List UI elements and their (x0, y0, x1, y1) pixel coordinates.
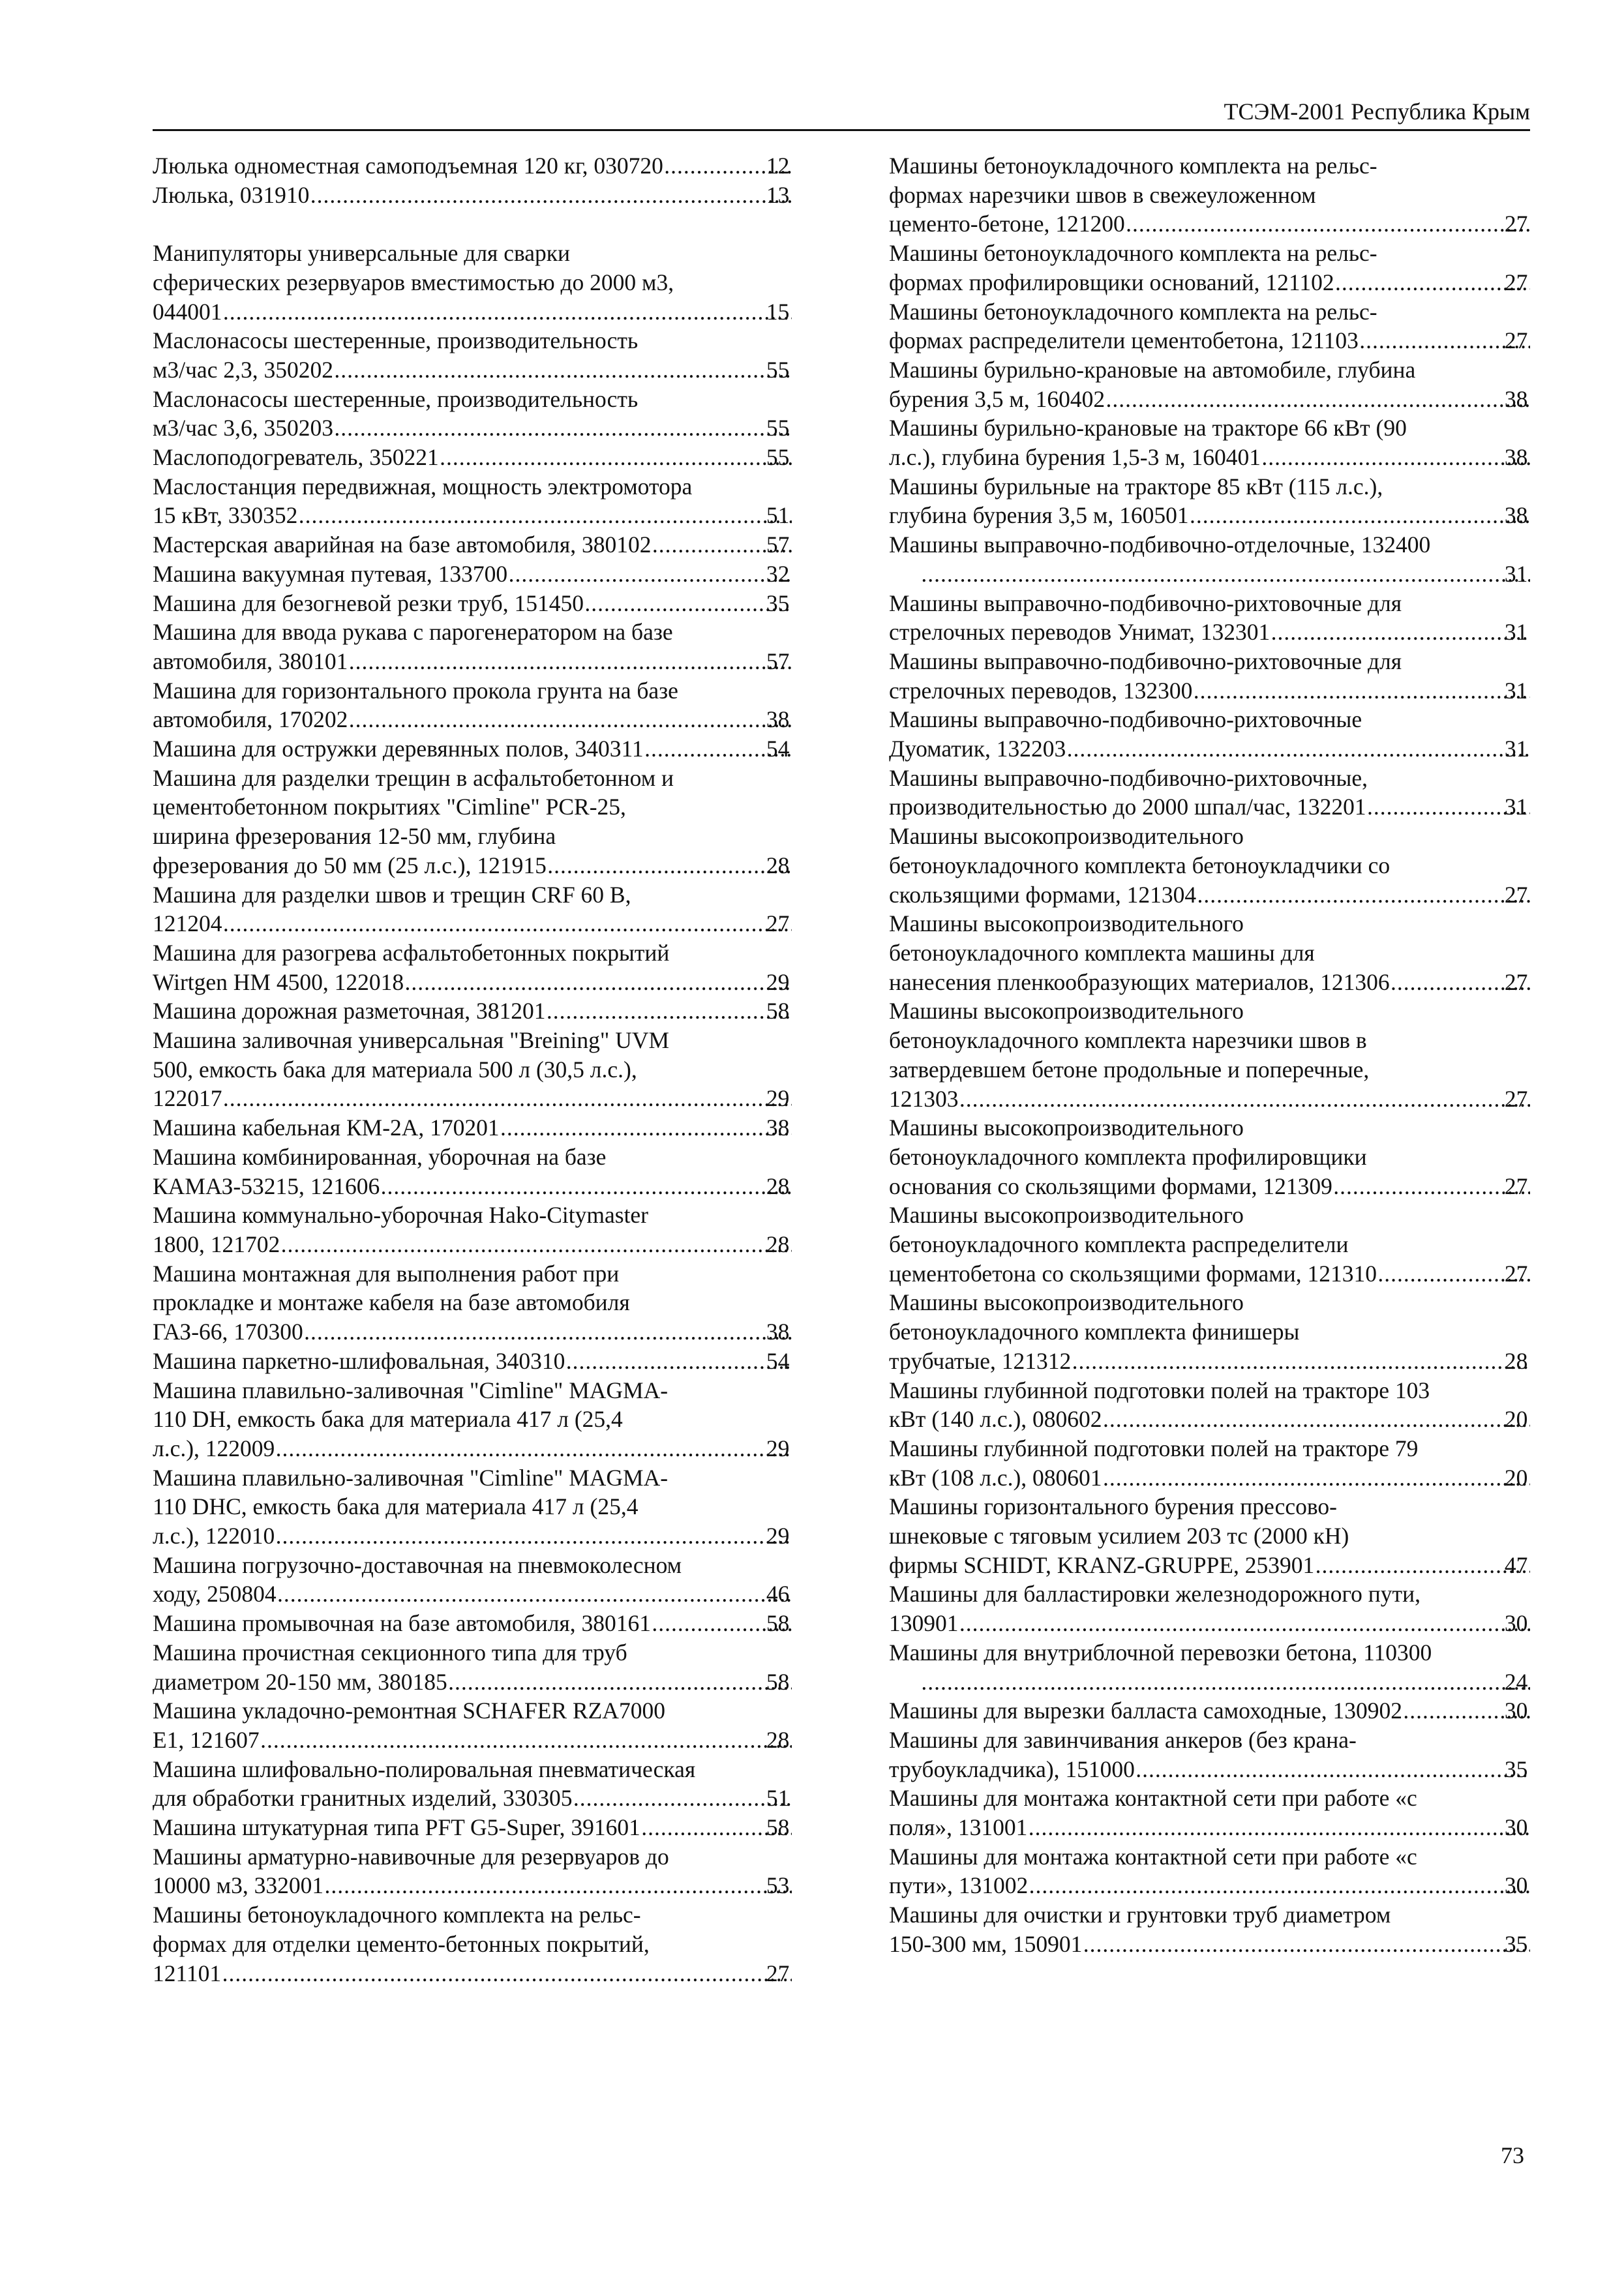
index-entry-last-line: нанесения пленкообразующих материалов, 121306 ..... 27 (920, 968, 1530, 997)
index-entry-text: Машина вакуумная путевая, 133700 (153, 560, 508, 587)
dot-leader (260, 1726, 792, 1755)
index-entry-text: м3/час 3,6, 350203 (153, 415, 333, 441)
index-entry-last-line: ходу, 250804 ..... 46 (184, 1579, 792, 1609)
index-entry-last-line: кВт (140 л.с.), 080602 ..... 20 (920, 1405, 1530, 1434)
dot-leader (222, 1084, 792, 1113)
index-entry-text: л.с.), глубина бурения 1,5-3 м, 160401 (889, 444, 1261, 471)
index-entry (153, 385, 792, 443)
index-entry (889, 996, 1530, 1113)
index-entry-text: Машины высокопроизводительного (889, 998, 1244, 1025)
dot-leader (1102, 1463, 1530, 1493)
index-entry (153, 1376, 792, 1463)
index-entry-last-line: 121204 ..... 27 (184, 909, 792, 938)
index-entry-last-line: диаметром 20-150 мм, 380185 ..... 58 (184, 1668, 792, 1697)
index-entry-text: Машина монтажная для выполнения работ при (153, 1260, 620, 1287)
index-entry-text: Машина промывочная на базе автомобиля, 380161 (153, 1610, 652, 1637)
index-entry-text: Машины бетоноукладочного комплекта на рельс- (889, 298, 1377, 325)
index-entry (889, 1638, 1530, 1696)
index-entry-last-line: ..... 31 (920, 560, 1530, 589)
index-entry (889, 530, 1530, 588)
index-entry (889, 1726, 1530, 1784)
index-entry-text: стрелочных переводов, 132300 (889, 677, 1193, 704)
index-entry-text: Машины для монтажа контактной сети при работе «с (889, 1843, 1417, 1870)
index-entry (153, 1755, 792, 1813)
index-entry (889, 239, 1530, 297)
index-entry-text: Машины бетоноукладочного комплекта на рельс- (889, 153, 1377, 179)
index-entry-last-line: автомобиля, 170202 ..... 38 (184, 705, 792, 734)
index-entry-last-line: л.с.), 122010 ..... 29 (184, 1521, 792, 1551)
index-entry-text: КАМАЗ-53215, 121606 (153, 1173, 380, 1199)
index-entry-last-line: основания со скользящими формами, 121309 ..... 27 (920, 1172, 1530, 1201)
index-entry-last-line: Машина для остружки деревянных полов, 340311 ..... 54 (184, 734, 792, 764)
index-entry-text: для обработки гранитных изделий, 330305 (153, 1785, 573, 1812)
index-entry-text: Маслоподогреватель, 350221 (153, 444, 439, 471)
index-entry-text: Wirtgen HM 4500, 122018 (153, 968, 404, 995)
index-entry-text: 500, емкость бака для материала 500 л (30,5 л.с.), (153, 1056, 637, 1083)
dot-leader (297, 501, 792, 530)
index-entry-text: пути», 131002 (889, 1872, 1029, 1899)
index-entry-text: Машины выправочно-подбивочно-рихтовочные для (889, 590, 1402, 616)
index-entry-text: Машины для вырезки балласта самоходные, 130902 (889, 1698, 1403, 1724)
index-entry (153, 1842, 792, 1900)
index-entry-last-line: автомобиля, 380101 ..... 57 (184, 647, 792, 676)
index-entry-text: Машина для остружки деревянных полов, 340311 (153, 736, 644, 762)
index-entry (153, 1201, 792, 1259)
index-entry-text: 110 DHC, емкость бака для материала 417 л (25,4 (153, 1493, 639, 1520)
index-entry-text: бетоноукладочного комплекта нарезчики швов в (889, 1027, 1367, 1054)
index-entry-text: Машина укладочно-ремонтная SCHAFER RZA7000 (153, 1698, 665, 1724)
index-entry-text: Машины высокопроизводительного (889, 910, 1244, 937)
index-entry (153, 443, 792, 472)
index-entry-text: Машина для разделки швов и трещин CRF 60 B, (153, 881, 631, 908)
index-entry-text: 122017 (153, 1085, 222, 1112)
index-entry (889, 764, 1530, 822)
dot-leader (546, 996, 792, 1026)
index-entry-last-line: Дуоматик, 132203 ..... 31 (920, 734, 1530, 764)
index-entry-last-line: производительностью до 2000 шпал/час, 132201 ..... 31 (920, 792, 1530, 822)
index-entry-text: прокладке и монтаже кабеля на базе автомобиля (153, 1289, 630, 1316)
index-entry-text: Машина для разделки трещин в асфальтобетонном и (153, 764, 674, 791)
index-entry (153, 326, 792, 384)
dot-leader (1071, 1347, 1530, 1376)
index-entry-last-line: цементобетона со скользящими формами, 121310 ..... 27 (920, 1259, 1530, 1289)
index-entry-text: бурения 3,5 м, 160402 (889, 385, 1105, 412)
dot-leader (500, 1113, 792, 1143)
index-entry-text: м3/час 2,3, 350202 (153, 356, 333, 383)
index-entry-text: скользящими формами, 121304 (889, 881, 1197, 908)
index-entry (889, 1784, 1530, 1842)
index-entry-text: трубчатые, 121312 (889, 1347, 1072, 1374)
index-entry-text: основания со скользящими формами, 121309 (889, 1173, 1332, 1199)
index-entry (153, 239, 792, 326)
dot-leader (277, 1579, 792, 1609)
index-entry-text: Люлька одноместная самоподъемная 120 кг, 030720 (153, 153, 663, 179)
index-entry (889, 1696, 1530, 1726)
index-entry (153, 1113, 792, 1143)
index-entry-last-line: трубоукладчика), 151000 ..... 35 (920, 1755, 1530, 1784)
index-entry-last-line: 121303 ..... 27 (920, 1085, 1530, 1114)
dot-leader (323, 1871, 792, 1900)
index-entry-text: Машины выправочно-подбивочно-рихтовочные, (889, 764, 1368, 791)
index-entry-text: Машина плавильно-заливочная "Cimline" MAGMA- (153, 1464, 669, 1491)
dot-leader (348, 647, 792, 676)
index-entry (153, 938, 792, 996)
index-entry-text: Машина дорожная разметочная, 381201 (153, 998, 546, 1025)
index-entry (889, 705, 1530, 763)
index-entry (153, 1696, 792, 1754)
index-column-right (889, 151, 1530, 1959)
index-entry-text: Машина заливочная универсальная "Breining" UVM (153, 1027, 670, 1054)
dot-leader (1314, 1551, 1530, 1580)
page-number: 73 (1501, 2142, 1524, 2168)
index-entry-last-line: КАМАЗ-53215, 121606 ..... 28 (184, 1172, 792, 1201)
index-entry-text: кВт (140 л.с.), 080602 (889, 1406, 1102, 1433)
index-entry-last-line: формах профилировщики оснований, 121102 ..... 27 (920, 268, 1530, 297)
index-entry-text: диаметром 20-150 мм, 380185 (153, 1668, 447, 1695)
dot-leader (1189, 501, 1530, 530)
index-entry (153, 1900, 792, 1988)
index-entry (153, 880, 792, 938)
index-entry (153, 996, 792, 1026)
index-entry-text: ГАЗ-66, 170300 (153, 1319, 303, 1345)
index-entry (153, 618, 792, 676)
index-entry-text: Машины глубинной подготовки полей на тракторе 103 (889, 1377, 1430, 1403)
dot-leader (1102, 1405, 1530, 1434)
index-entry (889, 1201, 1530, 1288)
index-entry-text: стрелочных переводов Унимат, 132301 (889, 619, 1271, 646)
index-entry (889, 297, 1530, 355)
index-entry-last-line: м3/час 2,3, 350202 ..... 55 (184, 355, 792, 385)
index-entry-text: фрезерования до 50 мм (25 л.с.), 121915 (153, 852, 547, 878)
index-entry-text: автомобиля, 170202 (153, 706, 348, 733)
dot-leader (275, 1521, 792, 1551)
index-entry-text: 121204 (153, 910, 222, 937)
index-entry-text: Машина кабельная КМ-2А, 170201 (153, 1115, 500, 1141)
index-entry-last-line: 10000 м3, 332001 ..... 53 (184, 1871, 792, 1900)
index-entry-last-line: 150-300 мм, 150901 ..... 35 (920, 1930, 1530, 1959)
dot-leader (1066, 734, 1530, 764)
index-entry-last-line: формах распределители цементобетона, 121103 ..... 27 (920, 326, 1530, 355)
index-entry-text: бетоноукладочного комплекта бетоноукладчики со (889, 852, 1391, 878)
index-entry-text: Машины бетоноукладочного комплекта на рельс- (889, 240, 1377, 267)
index-entry (889, 413, 1530, 471)
index-entry-text: Машины для монтажа контактной сети при работе «с (889, 1785, 1417, 1812)
index-entry-text: E1, 121607 (153, 1726, 260, 1753)
index-entry (153, 151, 792, 181)
index-entry-text: Машины для балластировки железнодорожного пути, (889, 1581, 1421, 1608)
index-entry-text: нанесения пленкообразующих материалов, 121306 (889, 968, 1390, 995)
dot-leader (547, 851, 792, 880)
index-entry-text: Машины бурильно-крановые на автомобиле, глубина (889, 356, 1416, 383)
index-entry-text: Машины выправочно-подбивочно-рихтовочные (889, 706, 1362, 733)
dot-leader (221, 1959, 792, 1988)
dot-leader (280, 1230, 792, 1259)
dot-leader (222, 297, 792, 327)
index-entry (889, 1579, 1530, 1638)
index-entry-text: поля», 131001 (889, 1814, 1028, 1841)
dot-leader (404, 968, 792, 997)
index-entry-last-line: 130901 ..... 30 (920, 1609, 1530, 1638)
index-entry-last-line: бурения 3,5 м, 160402 ..... 38 (920, 385, 1530, 414)
index-entry-text: Машины выправочно-подбивочно-отделочные, 132400 (889, 531, 1431, 558)
index-entry-last-line: 044001 ..... 15 (184, 297, 792, 327)
index-entry-text: Маслонасосы шестеренные, производительность (153, 385, 639, 412)
index-entry-text: 150-300 мм, 150901 (889, 1930, 1083, 1957)
dot-leader (303, 1317, 792, 1347)
index-entry-text: Машины выправочно-подбивочно-рихтовочные для (889, 648, 1402, 674)
index-entry-text: трубоукладчика), 151000 (889, 1756, 1135, 1782)
dot-leader (959, 1085, 1531, 1114)
index-entry (889, 909, 1530, 996)
index-entry-last-line: Машина паркетно-шлифовальная, 340310 ..... 54 (184, 1347, 792, 1376)
index-entry (889, 589, 1530, 647)
dot-leader (1196, 880, 1530, 910)
index-entry (889, 355, 1530, 413)
index-entry-last-line: Машина промывочная на базе автомобиля, 380161 ..... 58 (184, 1609, 792, 1638)
index-entry (889, 1113, 1530, 1201)
index-entry-last-line: стрелочных переводов, 132300 ..... 31 (920, 676, 1530, 706)
index-entry-text: 121303 (889, 1085, 959, 1112)
index-entry-text: производительностью до 2000 шпал/час, 132201 (889, 794, 1366, 820)
index-entry-text: Машины высокопроизводительного (889, 1115, 1244, 1141)
index-entry-last-line: 1800, 121702 ..... 28 (184, 1230, 792, 1259)
index-entry-text: Машина комбинированная, уборочная на базе (153, 1143, 607, 1170)
index-entry-text: Машины для очистки и грунтовки труб диаметром (889, 1902, 1391, 1928)
index-entry (153, 1143, 792, 1201)
index-entry-last-line: для обработки гранитных изделий, 330305 ..... 51 (184, 1784, 792, 1813)
index-entry (889, 1434, 1530, 1492)
index-entry-text: 15 кВт, 330352 (153, 502, 298, 529)
index-entry (153, 472, 792, 530)
index-entry-text: фирмы SCHIDT, KRANZ-GRUPPE, 253901 (889, 1551, 1315, 1578)
index-entry-last-line: цементо-бетоне, 121200 ..... 27 (920, 209, 1530, 239)
index-entry-text: Люлька, 031910 (153, 181, 310, 208)
index-entry-last-line: Машина дорожная разметочная, 381201 ..... 58 (184, 996, 792, 1026)
index-entry-text: формах для отделки цементо-бетонных покрытий, (153, 1930, 650, 1957)
index-entry-text: Машина для разогрева асфальтобетонных покрытий (153, 939, 670, 966)
index-entry-text: Машины высокопроизводительного (889, 1289, 1244, 1316)
index-entry-text: Машины глубинной подготовки полей на тракторе 79 (889, 1435, 1419, 1461)
index-entry-text: формах нарезчики швов в свежеуложенном (889, 181, 1316, 208)
index-entry (153, 1259, 792, 1347)
index-entry-text: автомобиля, 380101 (153, 648, 348, 674)
index-entry-last-line: 121101 ..... 27 (184, 1959, 792, 1988)
index-entry-text: Машина погрузочно-доставочная на пневмоколесном (153, 1551, 682, 1578)
index-entry (889, 1288, 1530, 1375)
dot-leader (573, 1784, 792, 1813)
index-entry-text: Дуоматик, 132203 (889, 736, 1066, 762)
index-entry-text: кВт (108 л.с.), 080601 (889, 1464, 1102, 1491)
index-entry-last-line: Машины для вырезки балласта самоходные, 130902 ..... 30 (920, 1696, 1530, 1726)
running-header (153, 97, 1530, 131)
index-entry (889, 1376, 1530, 1434)
index-entry-last-line: л.с.), 122009 ..... 29 (184, 1434, 792, 1463)
dot-leader (447, 1668, 792, 1697)
index-entry (153, 676, 792, 734)
index-entry-text: Машина для ввода рукава с парогенератором на базе (153, 619, 673, 646)
index-entry-last-line: глубина бурения 3,5 м, 160501 ..... 38 (920, 501, 1530, 530)
entry-spacer (153, 209, 792, 239)
index-entry-text: Машины бурильные на тракторе 85 кВт (115 л.с.), (889, 473, 1383, 500)
index-entry-last-line: фрезерования до 50 мм (25 л.с.), 121915 ..... 28 (184, 851, 792, 880)
index-entry-text: Машины арматурно-навивочные для резервуаров до (153, 1843, 669, 1870)
index-entry-text: Манипуляторы универсальные для сварки (153, 240, 571, 267)
index-entry-text: Машины горизонтального бурения прессово- (889, 1493, 1337, 1520)
index-entry-last-line: Машина для безогневой резки труб, 151450 ..... 35 (184, 589, 792, 618)
index-entry (889, 1842, 1530, 1900)
index-entry-text: Машины высокопроизводительного (889, 1202, 1244, 1229)
index-entry (153, 560, 792, 589)
index-entry-text: Машина шлифовально-полировальная пневматическая (153, 1756, 696, 1782)
dot-leader (1027, 1813, 1530, 1842)
index-entry-text: Машина для безогневой резки труб, 151450 (153, 590, 584, 616)
dot-leader (348, 705, 792, 734)
index-entry-text: бетоноукладочного комплекта распределители (889, 1231, 1349, 1258)
dot-leader (1028, 1871, 1530, 1900)
index-entry-text: сферических резервуаров вместимостью до 2000 м3, (153, 269, 674, 295)
index-entry-text: Машина плавильно-заливочная "Cimline" MAGMA- (153, 1377, 669, 1403)
index-entry (153, 589, 792, 618)
index-entry-last-line: л.с.), глубина бурения 1,5-3 м, 160401 ..... 38 (920, 443, 1530, 472)
index-entry-last-line: скользящими формами, 121304 ..... 27 (920, 880, 1530, 910)
index-entry-text: Машины высокопроизводительного (889, 823, 1244, 850)
index-entry-text: затвердевшем бетоне продольные и поперечные, (889, 1056, 1370, 1083)
dot-leader (507, 560, 792, 589)
dot-leader (275, 1434, 792, 1463)
index-entry-text: Машины для завинчивания анкеров (без крана- (889, 1726, 1357, 1753)
index-entry-text: 121101 (153, 1960, 222, 1986)
index-entry-last-line: кВт (108 л.с.), 080601 ..... 20 (920, 1463, 1530, 1493)
dot-leader (380, 1172, 792, 1201)
index-entry-last-line: фирмы SCHIDT, KRANZ-GRUPPE, 253901 ..... 47 (920, 1551, 1530, 1580)
index-entry-text: формах профилировщики оснований, 121102 (889, 269, 1334, 295)
dot-leader (920, 560, 1530, 589)
index-entry-text: л.с.), 122010 (153, 1523, 275, 1549)
index-entry-last-line: поля», 131001 ..... 30 (920, 1813, 1530, 1842)
index-entry-text: цементобетонном покрытиях "Cimline" PCR-25, (153, 794, 626, 820)
index-entry-last-line: Wirtgen HM 4500, 122018 ..... 29 (184, 968, 792, 997)
index-entry-text: шнековые с тяговым усилием 203 тс (2000 кН) (889, 1523, 1349, 1549)
index-entry-text: 1800, 121702 (153, 1231, 280, 1257)
index-entry-last-line: м3/час 3,6, 350203 ..... 55 (184, 413, 792, 443)
index-entry (889, 472, 1530, 530)
dot-leader (1192, 676, 1530, 706)
index-entry-text: Мастерская аварийная на базе автомобиля, 380102 (153, 531, 652, 558)
index-entry-last-line: 15 кВт, 330352 ..... 51 (184, 501, 792, 530)
index-entry-last-line: трубчатые, 121312 ..... 28 (920, 1347, 1530, 1376)
index-entry (889, 647, 1530, 705)
index-entry-last-line: Люлька, 031910 ..... 13 (184, 181, 792, 210)
index-entry-text: Машины бетоноукладочного комплекта на рельс- (153, 1902, 641, 1928)
index-entry-text: Машина паркетно-шлифовальная, 340310 (153, 1347, 565, 1374)
index-entry (153, 181, 792, 210)
index-entry-text: формах распределители цементобетона, 121103 (889, 327, 1359, 354)
dot-leader (333, 355, 792, 385)
index-entry-last-line: Люлька одноместная самоподъемная 120 кг, 030720 ..... 12 (184, 151, 792, 181)
index-entry (153, 734, 792, 764)
index-entry-text: 10000 м3, 332001 (153, 1872, 324, 1899)
index-entry-text: бетоноукладочного комплекта профилировщики (889, 1143, 1367, 1170)
index-column-left (153, 151, 792, 1988)
dot-leader (959, 1609, 1531, 1638)
header-title: ТСЭМ-2001 Республика Крым (1224, 98, 1530, 125)
index-entry-last-line: ГАЗ-66, 170300 ..... 38 (184, 1317, 792, 1347)
index-entry-last-line: Машина кабельная КМ-2А, 170201 ..... 38 (184, 1113, 792, 1143)
index-entry-text: Машина для горизонтального прокола грунта на базе (153, 677, 678, 704)
index-entry-last-line: стрелочных переводов Унимат, 132301 ..... 31 (920, 618, 1530, 647)
index-entry (153, 1551, 792, 1609)
index-entry-last-line: ..... 24 (920, 1668, 1530, 1697)
dot-leader (565, 1347, 792, 1376)
index-entry-last-line: 122017 ..... 29 (184, 1084, 792, 1113)
index-entry (153, 764, 792, 880)
index-entry (889, 1900, 1530, 1958)
index-entry (153, 1347, 792, 1376)
index-entry (153, 1463, 792, 1551)
dot-leader (1270, 618, 1530, 647)
dot-leader (222, 909, 792, 938)
index-entry-text: Маслостанция передвижная, мощность электромотора (153, 473, 693, 500)
dot-leader (1125, 209, 1530, 239)
index-entry-text: Машина коммунально-уборочная Hako-Citymaster (153, 1202, 649, 1229)
index-entry (153, 1813, 792, 1842)
index-entry-text: бетоноукладочного комплекта машины для (889, 939, 1315, 966)
index-entry (153, 1638, 792, 1696)
index-entry (889, 822, 1530, 909)
dot-leader (1135, 1755, 1530, 1784)
index-entry (153, 530, 792, 560)
index-entry-text: ширина фрезерования 12-50 мм, глубина (153, 823, 556, 850)
index-entry-text: Машина штукатурная типа PFT G5-Super, 391601 (153, 1814, 640, 1841)
dot-leader (439, 443, 792, 472)
index-entry-text: 110 DH, емкость бака для материала 417 л (25,4 (153, 1406, 623, 1433)
index-entry-last-line: Машина штукатурная типа PFT G5-Super, 391601 ..... 58 (184, 1813, 792, 1842)
index-entry-last-line: Машина вакуумная путевая, 133700 ..... 32 (184, 560, 792, 589)
index-entry-text: бетоноукладочного комплекта финишеры (889, 1319, 1300, 1345)
index-entry-text: цементо-бетоне, 121200 (889, 211, 1125, 237)
dot-leader (309, 181, 792, 210)
index-entry-last-line: Маслоподогреватель, 350221 ..... 55 (184, 443, 792, 472)
index-entry-text: цементобетона со скользящими формами, 121310 (889, 1260, 1377, 1287)
index-entry-text: Маслонасосы шестеренные, производительность (153, 327, 639, 354)
index-entry-text: Машина прочистная секционного типа для труб (153, 1639, 627, 1666)
index-entry-text: Машины для внутриблочной перевозки бетона, 110300 (889, 1639, 1432, 1666)
dot-leader (1261, 443, 1530, 472)
index-entry-text: 130901 (889, 1610, 959, 1637)
index-entry-last-line: E1, 121607 ..... 28 (184, 1726, 792, 1755)
index-entry-text: л.с.), 122009 (153, 1435, 275, 1461)
index-entry (889, 1492, 1530, 1579)
index-entry-text: ходу, 250804 (153, 1581, 277, 1608)
index-entry (889, 151, 1530, 239)
dot-leader (1082, 1930, 1530, 1959)
index-entry-last-line: Мастерская аварийная на базе автомобиля, 380102 ..... 57 (184, 530, 792, 560)
index-entry-text: 044001 (153, 298, 222, 325)
index-entry (153, 1609, 792, 1638)
index-entry-text: Машины бурильно-крановые на тракторе 66 кВт (90 (889, 415, 1407, 441)
index-entry-last-line: пути», 131002 ..... 30 (920, 1871, 1530, 1900)
dot-leader (333, 413, 792, 443)
dot-leader (920, 1668, 1530, 1697)
index-entry-text: глубина бурения 3,5 м, 160501 (889, 502, 1189, 529)
dot-leader (1105, 385, 1530, 414)
index-entry (153, 1026, 792, 1113)
